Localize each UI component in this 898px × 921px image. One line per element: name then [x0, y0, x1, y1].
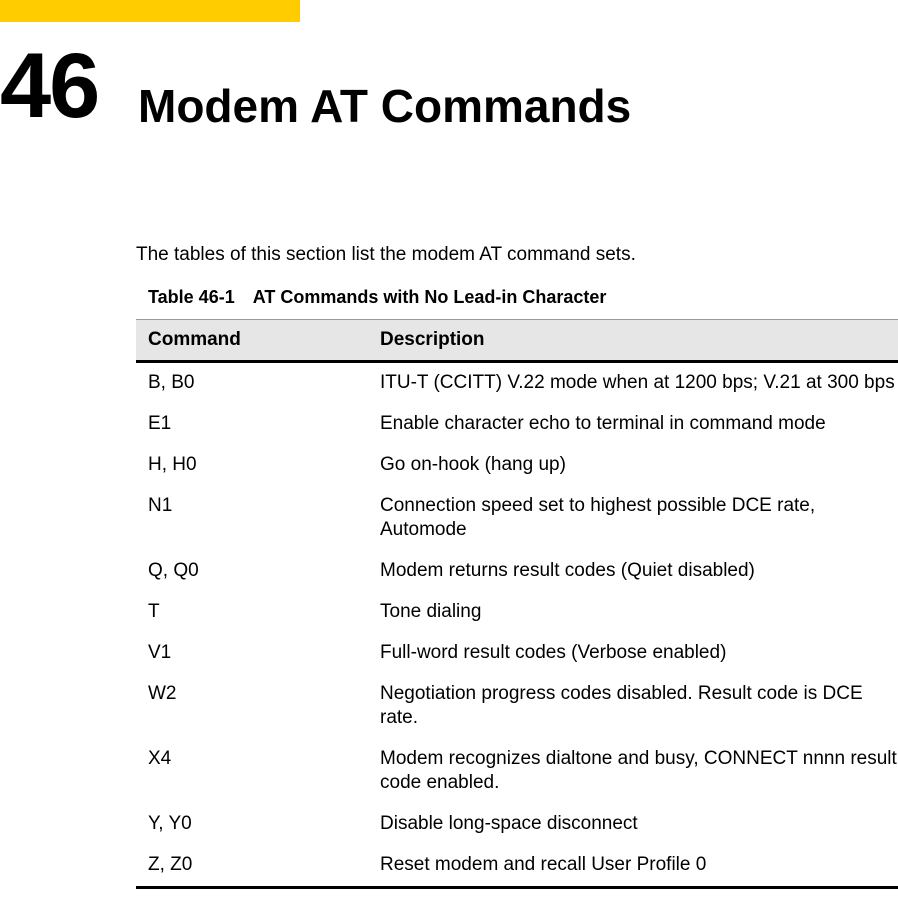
chapter-title: Modem AT Commands [138, 80, 632, 132]
description-cell: Full-word result codes (Verbose enabled) [380, 642, 727, 663]
table-row [136, 486, 898, 551]
command-cell: H, H0 [148, 454, 197, 475]
command-cell: W2 [148, 683, 177, 704]
table-row [136, 674, 898, 739]
table-caption-label: Table 46-1 [148, 287, 235, 307]
table-row [136, 633, 898, 674]
table-caption [148, 285, 606, 309]
description-cell: Reset modem and recall User Profile 0 [368, 845, 898, 888]
column-header-command: Command [136, 320, 368, 362]
table-row [136, 845, 898, 888]
description-cell: Connection speed set to highest possible DCE rate, Automode [380, 495, 816, 540]
table-row [136, 404, 898, 445]
command-cell: Q, Q0 [148, 560, 199, 581]
chapter-number: 46 [0, 35, 99, 137]
description-cell: Disable long-space disconnect [380, 813, 638, 834]
description-cell: Tone dialing [380, 601, 482, 622]
table-caption-title: AT Commands with No Lead-in Character [252, 287, 607, 307]
table-row [136, 445, 898, 486]
command-cell: V1 [148, 642, 172, 663]
command-cell: Z, Z0 [136, 845, 368, 888]
at-commands-table [136, 319, 898, 889]
table-row [136, 804, 898, 845]
command-cell: Y, Y0 [148, 813, 192, 834]
table-row [136, 551, 898, 592]
description-cell: Modem returns result codes (Quiet disabled) [380, 560, 755, 581]
description-cell: Negotiation progress codes disabled. Result code is DCE rate. [380, 683, 863, 728]
command-cell: X4 [148, 748, 172, 769]
table-row [136, 362, 898, 405]
command-cell: E1 [148, 413, 172, 434]
description-cell: Modem recognizes dialtone and busy, CONNECT nnnn result code enabled. [380, 748, 897, 793]
command-cell: T [148, 601, 160, 622]
table-row [136, 739, 898, 804]
chapter-accent-bar [0, 0, 300, 22]
description-cell: ITU-T (CCITT) V.22 mode when at 1200 bps; V.21 at 300 bps [380, 372, 895, 393]
command-cell: B, B0 [148, 372, 195, 393]
description-cell: Enable character echo to terminal in command mode [380, 413, 826, 434]
column-header-description: Description [368, 320, 898, 362]
table-header-row [136, 320, 898, 362]
command-cell: N1 [148, 495, 173, 516]
table-row [136, 592, 898, 633]
description-cell: Go on-hook (hang up) [380, 454, 566, 475]
intro-paragraph: The tables of this section list the modem AT command sets. [136, 244, 636, 265]
